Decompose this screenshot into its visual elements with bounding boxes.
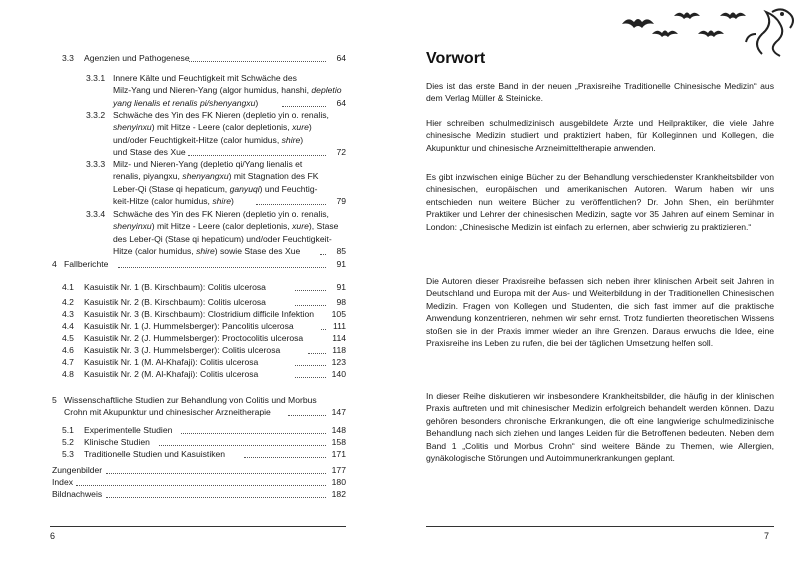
toc-page-number: 64: [336, 53, 346, 63]
preface-paragraph: Hier schreiben schulmedizinisch ausgebildete Ärzte und Heilpraktiker, die viele Jahre chinesische Medizin studiert und praktiziert haben, für Kolleginnen und Kollegen, die Akupunktur und chinesische Arzneimitteltherapie anwenden.: [426, 118, 774, 153]
toc-entry-title: und/oder Feuchtigkeit-Hitze (calor humidus, shire): [113, 134, 304, 145]
toc-entry-title: Kasuistik Nr. 1 (J. Hummelsberger): Pancolitis ulcerosa: [84, 321, 294, 331]
toc-entry-title: Innere Kälte und Feuchtigkeit mit Schwäche des: [113, 73, 297, 83]
toc-entry-title: und Stase des Xue: [113, 147, 186, 158]
toc-leader-dots: [76, 484, 326, 486]
toc-leader-dots: [118, 266, 326, 268]
toc-page-number: 79: [336, 196, 346, 207]
toc-entry-title: Index: [52, 477, 74, 487]
toc-entry-number: 4.3: [62, 309, 74, 319]
toc-entry-number: 3.3.3: [86, 159, 106, 169]
toc-entry-title: Zungenbilder: [52, 465, 103, 475]
toc-entry-title: Kasuistik Nr. 1 (B. Kirschbaum): Colitis ulcerosa: [84, 282, 266, 292]
left-page-number: 6: [50, 531, 56, 541]
toc-entry-title: shenyinxu) mit Hitze - Leere (calor depletionis, xure), Stase: [113, 221, 339, 232]
toc-entry-title: Kasuistik Nr. 3 (B. Kirschbaum): Clostridium difficile Infektion: [84, 309, 315, 319]
toc-entry-number: 5.2: [62, 437, 74, 447]
toc-entry-number: 4.1: [62, 282, 74, 292]
toc-page-number: 182: [331, 489, 346, 499]
toc-entry-number: 5.3: [62, 449, 74, 459]
toc-entry-number: 4.8: [62, 369, 74, 379]
preface-paragraph: Es gibt inzwischen einige Bücher zu der Behandlung verschiedenster Krankheitsbilder von chinesischen, europäischen und amerikanischen Autoren. Warum haben wir uns entschieden nun weitere Bücher zu veröffentlichen? Dr. John Shen, ein berühmter Praktiker und Lehrer der chinesischen Medizin, sagte vor 35 Jahren auf einem Seminar in London: „Chinesische Medizin ist einfach zu erlernen, aber schwierig zu praktizieren.“: [426, 172, 774, 232]
toc-page-number: 140: [331, 369, 346, 379]
preface-paragraph: Dies ist das erste Band in der neuen „Praxisreihe Traditionelle Chinesische Medizin“ aus dem Verlag Müller & Steinicke.: [426, 81, 774, 104]
toc-entry-title: Leber-Qi (Stase qi hepaticum, ganyuqi) und Feuchtig-: [113, 183, 318, 194]
toc-entry-title: Fallberichte: [64, 259, 109, 269]
toc-leader-dots: [106, 472, 326, 474]
toc-entry-number: 3.3: [62, 53, 74, 63]
preface-paragraph: Die Autoren dieser Praxisreihe befassen sich neben ihrer klinischen Arbeit seit Jahren in Deutschland und Europa mit der Aus- und Weiterbildung in der Traditionellen Chinesischen Medizin. Fragen von Kollegen und Studenten, die sich fast immer auf die praktische Anwendung konzentrieren, nehmen wir sehr ernst. Trotz fundierten theoretischen Wissens stoßen sie in der Praxis immer wieder an ihre Grenzen. Daraus erwuchs die Idee, eine Praxisreihe ins Leben zu rufen, die bei der täglichen Umsetzung helfen soll.: [426, 276, 774, 349]
toc-leader-dots: [181, 432, 327, 434]
toc-entry-title: keit-Hitze (calor humidus, shire): [113, 196, 234, 207]
toc-leader-dots: [244, 456, 326, 458]
toc-page-number: 105: [331, 309, 346, 319]
toc-page-number: 98: [336, 297, 346, 307]
toc-entry-number: 3.3.4: [86, 209, 106, 219]
toc-page-number: 118: [332, 345, 346, 355]
toc-entry-number: 3.3.1: [86, 73, 106, 83]
toc-leader-dots: [159, 444, 326, 446]
toc-page-number: 158: [331, 437, 346, 447]
toc-entry-title: Schwäche des Yin des FK Nieren (depletio yin o. renalis,: [113, 110, 329, 120]
toc-entry-title: Kasuistik Nr. 3 (J. Hummelsberger): Colitis ulcerosa: [84, 345, 281, 355]
left-bottom-rule: [50, 526, 346, 527]
toc-entry-title: Wissenschaftliche Studien zur Behandlung von Colitis und Morbus: [64, 395, 317, 405]
toc-leader-dots: [106, 496, 326, 498]
toc-page-number: 148: [331, 425, 346, 435]
toc-entry-number: 3.3.2: [86, 110, 106, 120]
toc-page-number: 91: [336, 259, 346, 269]
toc-page-number: 123: [331, 357, 346, 367]
right-page-number: 7: [764, 531, 770, 541]
toc-page-number: 91: [336, 282, 346, 292]
toc-entry-title: yang lienalis et renalis pi/shenyangxu): [113, 97, 259, 108]
right-bottom-rule: [426, 526, 774, 527]
toc-entry-number: 5.1: [62, 425, 74, 435]
toc-entry-title: Kasuistik Nr. 2 (M. Al-Khafaji): Colitis ulcerosa: [84, 369, 259, 379]
preface-heading: Vorwort: [426, 50, 486, 67]
toc-entry-title: Crohn mit Akupunktur und chinesischer Arzneitherapie: [64, 407, 271, 418]
toc-entry-title: Schwäche des Yin des FK Nieren (depletio yin o. renalis,: [113, 209, 329, 219]
toc-entry-title: Bildnachweis: [52, 489, 103, 499]
toc-entry-number: 4: [52, 259, 57, 269]
toc-page-number: 114: [332, 333, 346, 343]
toc-leader-dots: [189, 60, 326, 62]
toc-entry-title: Kasuistik Nr. 2 (B. Kirschbaum): Colitis ulcerosa: [84, 297, 266, 307]
toc-entry-number: 4.2: [62, 297, 74, 307]
toc-entry-number: 5: [52, 395, 57, 405]
toc-entry-title: renalis, piyangxu, shenyangxu) mit Stagnation des FK: [113, 171, 319, 182]
toc-leader-dots: [188, 154, 326, 156]
toc-entry-number: 4.5: [62, 333, 74, 343]
toc-entry-title: Experimentelle Studien: [84, 425, 173, 435]
toc-page-number: 111: [332, 321, 346, 331]
toc-entry-number: 4.6: [62, 345, 74, 355]
toc-entry-title: Milz- und Nieren-Yang (depletio qi/Yang lienalis et: [113, 159, 303, 169]
toc-page-number: 171: [331, 449, 346, 459]
toc-entry-number: 4.4: [62, 321, 74, 331]
toc-entry-title: Kasuistik Nr. 2 (J. Hummelsberger): Proctocolitis ulcerosa: [84, 333, 304, 343]
toc-entry-title: shenyinxu) mit Hitze - Leere (calor depletionis, xure): [113, 122, 312, 133]
toc-entry-title: Agenzien und Pathogenese: [84, 53, 190, 63]
dragon-ornament-icon: [612, 4, 800, 60]
toc-entry-title: des Leber-Qi (Stase qi hepaticum) und/oder Feuchtigkeit-: [113, 233, 332, 244]
toc-page-number: 85: [336, 246, 346, 257]
toc-page-number: 147: [331, 407, 346, 418]
toc-entry-title: Milz-Yang und Nieren-Yang (algor humidus, hanshi, depletio: [113, 85, 342, 96]
toc-page-number: 64: [336, 97, 346, 108]
toc-page-number: 180: [331, 477, 346, 487]
toc-entry-number: 4.7: [62, 357, 74, 367]
toc-entry-title: Klinische Studien: [84, 437, 150, 447]
toc-page-number: 72: [336, 147, 346, 158]
toc-entry-title: Kasuistik Nr. 1 (M. Al-Khafaji): Colitis ulcerosa: [84, 357, 259, 367]
toc-entry-title: Hitze (calor humidus, shire) sowie Stase des Xue: [113, 246, 301, 257]
preface-paragraph: In dieser Reihe diskutieren wir insbesondere Krankheitsbilder, die häufig in der klinischen Praxis auftreten und mit chinesischer Medizin erfolgreich behandelt werden können. Dazu gehören besonders chronische Erkrankungen, die oft eine langwierige schulmedizinische Behandlung nach sich ziehen und langes Leiden für die Betroffenen bedeuten. Neben dem Band 1 „Colitis und Morbus Crohn“ sind weitere Bände zu Themen, wie Allergien, gynäkologische Störungen und Autoimmunerkrankungen geplant.: [426, 391, 774, 464]
toc-page-number: 177: [331, 465, 346, 475]
toc-entry-title: Traditionelle Studien und Kasuistiken: [84, 449, 226, 459]
